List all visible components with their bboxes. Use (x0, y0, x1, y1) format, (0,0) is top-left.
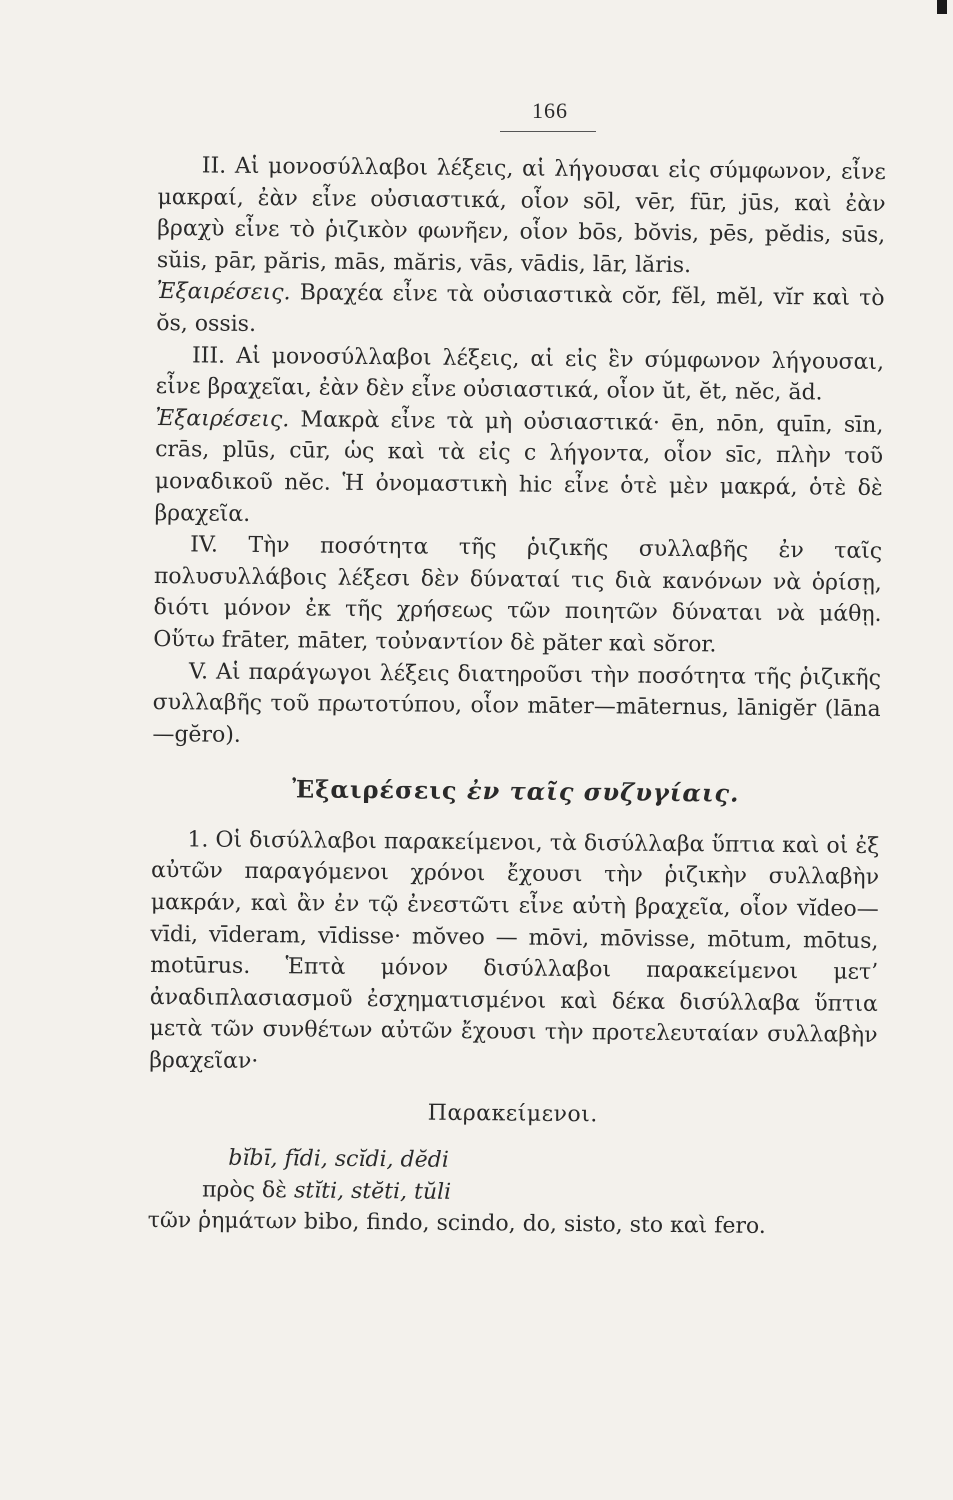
section-heading (152, 772, 880, 811)
paragraph-V: V. Αἱ παράγωγοι λέξεις διατηροῦσι τὴν ποσότητα τῆς ῥιζικῆς συλλαβῆς τοῦ πρωτοτύπου, οἷον māter—māternus, lānigĕr (lāna—gĕro). (152, 658, 882, 748)
page-body (148, 150, 886, 1244)
paragraph-III-exceptions-label: Ἐξαιρέσεις. (155, 405, 290, 433)
page-number: 166 (532, 98, 568, 123)
section-heading-italic: ἐν ταῖς συζυγίαις. (466, 776, 740, 808)
paragraph-II-text: II. Αἱ μονοσύλλαβοι λέξεις, αἱ λήγουσαι εἰς σύμφωνον, εἶνε μακραί, ἐὰν εἶνε οὐσιαστικά, οἷον sōl, vēr, fūr, jūs, καὶ ἐὰν βραχὺ εἶνε τὸ ῥιζικὸν φωνῆεν, οἷον bōs, bŏvis, pēs, pĕdis, sūs, sŭis, pār, păris, mās, măris, vās, vādis, lār, lăris. (156, 153, 886, 278)
paragraph-III (154, 340, 884, 537)
paragraph-II-exceptions-text: Βραχέα εἶνε τὰ οὐσιαστικὰ cŏr, fĕl, mĕl, vĭr καὶ τὸ ŏs, ossis. (156, 280, 885, 337)
paragraph-III-exceptions-text: Μακρὰ εἶνε τὰ μὴ οὐσιαστικά· ēn, nōn, quīn, sīn, crās, plūs, cūr, ὡς καὶ τὰ εἰς c λήγοντα, οἷον sīc, πλὴν τοῦ μοναδικοῦ nĕc. Ἡ ὀνομαστικὴ hic εἶνε ὁτὲ μὲν μακρά, ὁτὲ δὲ βραχεῖα. (154, 407, 884, 527)
section-heading-main: Ἐξαιρέσεις (292, 774, 458, 806)
subsection-heading: Παρακείμενοι. (427, 1100, 598, 1127)
forms-line-2-forms: stĭti, stĕti, tŭli (293, 1178, 452, 1205)
page-number-rule (500, 131, 596, 132)
forms-line-2-prefix: πρὸς δὲ (201, 1177, 295, 1204)
paragraph-II-exceptions-label: Ἐξαιρέσεις. (156, 279, 291, 306)
paragraph-1: 1. Οἱ δισύλλαβοι παρακείμενοι, τὰ δισύλλαβα ὕπτια καὶ οἱ ἐξ αὐτῶν παραγόμενοι χρόνοι ἔχουσι τὴν ῥιζικὴν συλλαβὴν μακράν, καὶ ἂν ἐν τῷ ἐνεστῶτι εἶνε αὐτὴ βραχεῖα, οἷον vĭdeo—vīdi, vīderam, vīdisse· mŏveo — mōvi, mōvisse, mōtum, mōtus, motūrus. Ἑπτὰ μόνον δισύλλαβοι παρακείμενοι μετ’ ἀναδιπλασιασμοῦ ἐσχηματισμένοι καὶ δέκα δισύλλαβα ὕπτια μετὰ τῶν συνθέτων αὐτῶν ἔχουσι τὴν προτελευταίαν συλλαβὴν βραχεῖαν· (149, 827, 880, 1075)
paragraph-IV: IV. Τὴν ποσότητα τῆς ῥιζικῆς συλλαβῆς ἐν ταῖς πολυσυλλάβοις λέξεσι δὲν δύναταί τις διὰ κανόνων νὰ ὁρίσῃ, διότι μόνον ἐκ τῆς χρήσεως τῶν ποιητῶν δύναται νὰ μάθῃ. Οὕτω frāter, māter, τοὐναντίον δὲ păter καὶ sŏror. (153, 532, 883, 658)
paragraph-II (156, 150, 886, 347)
forms-line-1: bĭbī, fĭdi, scĭdi, dĕdi (228, 1145, 449, 1174)
paragraph-III-text: III. Αἱ μονοσύλλαβοι λέξεις, αἱ εἰς ἓν σύμφωνον λήγουσαι, εἶνε βραχεῖαι, ἐὰν δὲν εἶνε οὐσιαστικά, οἷον ŭt, ĕt, nĕc, ăd. (155, 342, 885, 406)
binding-mark (937, 0, 947, 14)
forms-line-3: τῶν ῥημάτων bibo, findo, scindo, do, sisto, sto καὶ fero. (147, 1208, 766, 1240)
